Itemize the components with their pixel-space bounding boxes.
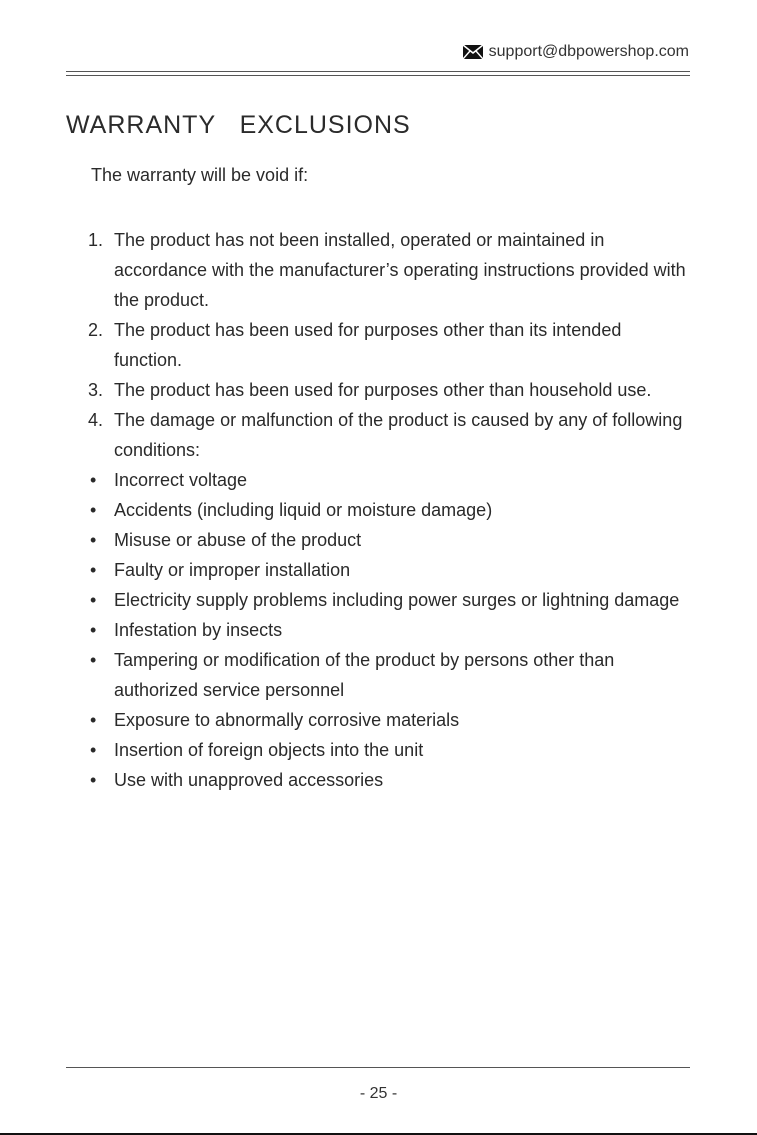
bullet-icon: • [90, 740, 97, 760]
bullet-icon: • [90, 650, 97, 670]
bullet-item [88, 555, 688, 585]
bullet-item [88, 525, 688, 555]
intro-text: The warranty will be void if: [91, 165, 309, 185]
bullet-text: Exposure to abnormally corrosive materials [114, 710, 460, 730]
page-header [463, 43, 689, 61]
numbered-item [88, 375, 688, 405]
bullet-item [88, 645, 688, 705]
bullet-text: Accidents (including liquid or moisture damage) [114, 500, 493, 520]
bullet-icon: • [90, 770, 97, 790]
item-number: 2. [88, 320, 104, 340]
bullet-icon: • [90, 530, 97, 550]
header-divider [66, 71, 690, 72]
bullet-item [88, 705, 688, 735]
item-text: The damage or malfunction of the product is caused by any of following conditions: [114, 410, 683, 460]
numbered-item [88, 315, 688, 375]
bullet-icon: • [90, 500, 97, 520]
item-number: 1. [88, 230, 104, 250]
item-text: The product has not been installed, operated or maintained in accordance with the manufacturer’s operating instructions provided with the product. [114, 230, 686, 310]
mail-icon [463, 45, 483, 59]
footer-divider [66, 1067, 690, 1068]
exclusions-list [88, 225, 688, 795]
bullet-text: Incorrect voltage [114, 470, 248, 490]
support-email[interactable]: support@dbpowershop.com [488, 43, 689, 60]
bullet-icon: • [90, 710, 97, 730]
bullet-item [88, 465, 688, 495]
bullet-text: Infestation by insects [114, 620, 283, 640]
bullet-item [88, 735, 688, 765]
bullet-text: Faulty or improper installation [114, 560, 351, 580]
bullet-item [88, 585, 688, 615]
bullet-icon: • [90, 470, 97, 490]
bullet-icon: • [90, 560, 97, 580]
bullet-text: Use with unapproved accessories [114, 770, 384, 790]
bullet-item [88, 495, 688, 525]
item-number: 4. [88, 410, 104, 430]
item-text: The product has been used for purposes other than its intended function. [114, 320, 622, 370]
bullet-item [88, 765, 688, 795]
page-number: - 25 - [359, 1085, 398, 1102]
bullet-text: Tampering or modification of the product by persons other than authorized service personnel [114, 650, 615, 700]
bullet-icon: • [90, 620, 97, 640]
bullet-icon: • [90, 590, 97, 610]
bullet-text: Insertion of foreign objects into the unit [114, 740, 424, 760]
header-divider-secondary [66, 75, 690, 76]
numbered-item [88, 225, 688, 315]
bullet-item [88, 615, 688, 645]
numbered-item [88, 405, 688, 465]
item-text: The product has been used for purposes other than household use. [114, 380, 652, 400]
bullet-text: Misuse or abuse of the product [114, 530, 362, 550]
section-title: WARRANTY EXCLUSIONS [66, 111, 411, 139]
item-number: 3. [88, 380, 104, 400]
bullet-text: Electricity supply problems including power surges or lightning damage [114, 590, 680, 610]
